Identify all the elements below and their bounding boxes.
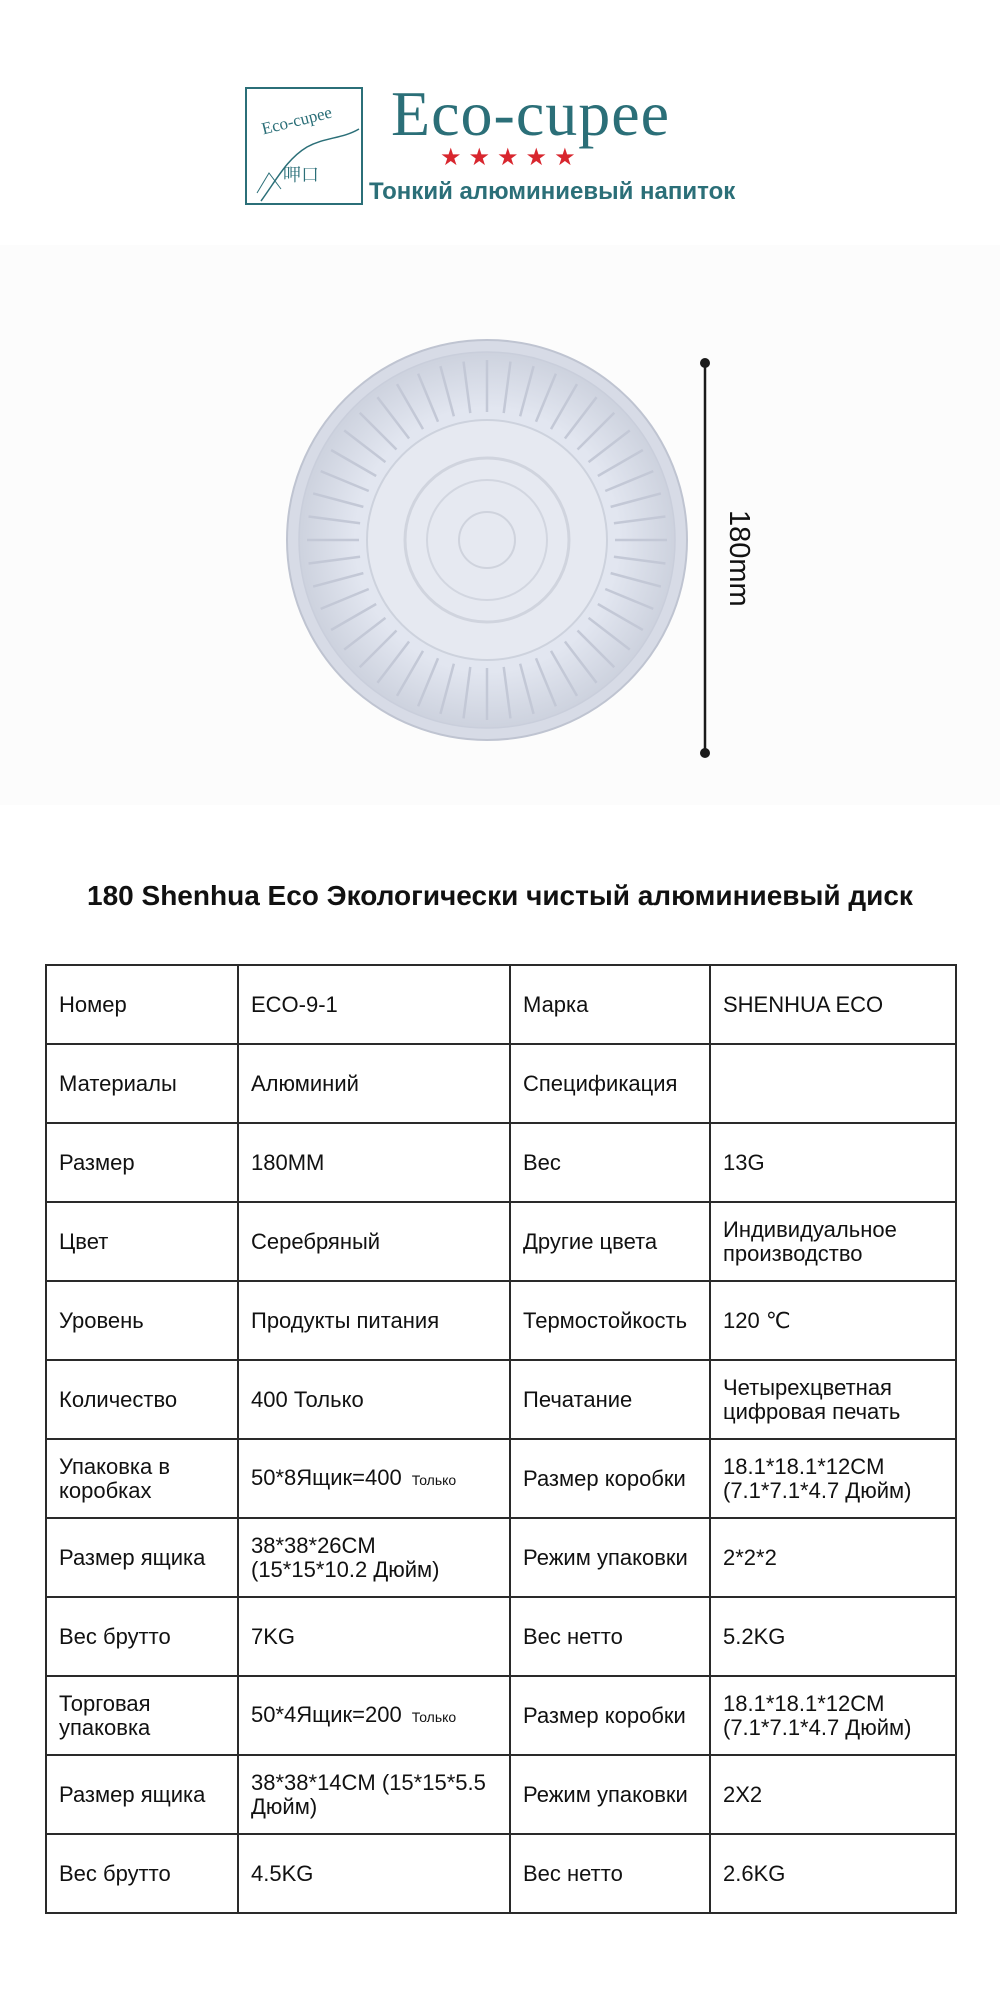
spec-label-text: Термостойкость <box>523 1307 688 1333</box>
spec-label <box>46 1202 238 1281</box>
unit-note: Только <box>411 1708 457 1725</box>
spec-label <box>46 1676 238 1755</box>
spec-value <box>710 1597 956 1676</box>
spec-label <box>510 1518 710 1597</box>
spec-table <box>45 964 957 1914</box>
spec-label <box>510 1202 710 1281</box>
brand-name: Eco-cupee <box>391 78 671 149</box>
spec-value <box>710 1281 956 1360</box>
table-row <box>46 1360 956 1439</box>
spec-value <box>238 1518 510 1597</box>
spec-value <box>710 1518 956 1597</box>
spec-value-text: Четырехцветная цифровая печать <box>723 1374 901 1424</box>
logo-emblem <box>245 87 363 205</box>
spec-value <box>238 1676 510 1755</box>
spec-label <box>46 1360 238 1439</box>
spec-value-text: ECO-9-1 <box>251 991 338 1017</box>
table-row <box>46 1439 956 1518</box>
spec-label <box>510 965 710 1044</box>
spec-label-text: Размер коробки <box>523 1702 686 1728</box>
spec-value <box>710 1123 956 1202</box>
spec-value-text: SHENHUA ECO <box>723 991 884 1017</box>
spec-value-text: 50*4Ящик=200 <box>251 1701 402 1727</box>
spec-value-text: 5.2KG <box>723 1623 786 1649</box>
spec-value <box>710 1834 956 1913</box>
table-row <box>46 1281 956 1360</box>
spec-label <box>510 1597 710 1676</box>
table-row <box>46 1676 956 1755</box>
diameter-label: 180mm <box>723 510 755 607</box>
spec-value <box>238 1360 510 1439</box>
spec-label-text: Другие цвета <box>523 1228 658 1254</box>
spec-label-text: Режим упаковки <box>523 1544 688 1570</box>
spec-value <box>710 1439 956 1518</box>
spec-value <box>238 1044 510 1123</box>
spec-value <box>238 1755 510 1834</box>
spec-value-text: 38*38*14CM (15*15*5.5 Дюйм) <box>251 1769 486 1819</box>
spec-label <box>510 1676 710 1755</box>
spec-label-text: Торговая упаковка <box>59 1690 151 1740</box>
spec-label-text: Размер <box>59 1149 135 1175</box>
spec-value-text: Продукты питания <box>251 1307 440 1333</box>
spec-label-text: Количество <box>59 1386 178 1412</box>
spec-label-text: Вес брутто <box>59 1860 171 1886</box>
spec-value <box>238 965 510 1044</box>
spec-value-text: 18.1*18.1*12CM (7.1*7.1*4.7 Дюйм) <box>723 1453 912 1503</box>
spec-label-text: Спецификация <box>523 1070 678 1096</box>
spec-label-text: Вес брутто <box>59 1623 171 1649</box>
spec-label-text: Вес <box>523 1149 561 1175</box>
spec-label <box>46 1518 238 1597</box>
brand-tagline: Тонкий алюминиевый напиток <box>369 178 736 205</box>
spec-value-text: 400 Только <box>251 1386 364 1412</box>
spec-value <box>238 1202 510 1281</box>
spec-label <box>46 965 238 1044</box>
spec-value-text: 2X2 <box>723 1781 763 1807</box>
spec-value-text: 2.6KG <box>723 1860 786 1886</box>
unit-note: Только <box>411 1471 457 1488</box>
table-row <box>46 1202 956 1281</box>
table-row <box>46 1755 956 1834</box>
table-row <box>46 1044 956 1123</box>
spec-value-text: 120 ℃ <box>723 1307 791 1333</box>
spec-label-text: Вес нетто <box>523 1860 623 1886</box>
spec-value <box>710 1755 956 1834</box>
spec-value <box>238 1597 510 1676</box>
logo-box-chinese-text: 呷口 <box>283 165 319 186</box>
spec-label <box>510 1439 710 1518</box>
spec-label <box>46 1834 238 1913</box>
spec-value <box>710 965 956 1044</box>
table-row <box>46 1518 956 1597</box>
spec-value <box>710 1044 956 1123</box>
aluminium-plate-image <box>0 245 1000 805</box>
table-row <box>46 1834 956 1913</box>
spec-value-text: 180MM <box>251 1149 325 1175</box>
spec-value <box>710 1676 956 1755</box>
spec-label <box>510 1834 710 1913</box>
spec-label-text: Печатание <box>523 1386 633 1412</box>
rating-stars: ★★★★★ <box>440 144 583 171</box>
spec-label-text: Материалы <box>59 1070 177 1096</box>
spec-label <box>510 1755 710 1834</box>
spec-label-text: Вес нетто <box>523 1623 623 1649</box>
spec-value-text: 38*38*26CM (15*15*10.2 Дюйм) <box>251 1532 440 1582</box>
spec-value <box>238 1123 510 1202</box>
spec-value-text: 2*2*2 <box>723 1544 777 1570</box>
table-row <box>46 1597 956 1676</box>
spec-value <box>238 1439 510 1518</box>
spec-value-text: Алюминий <box>251 1070 359 1096</box>
spec-label <box>46 1123 238 1202</box>
logo-box-text: Eco-cupee <box>259 102 334 139</box>
spec-label <box>46 1439 238 1518</box>
spec-value <box>710 1202 956 1281</box>
spec-value-text: 18.1*18.1*12CM (7.1*7.1*4.7 Дюйм) <box>723 1690 912 1740</box>
spec-label-text: Марка <box>523 991 589 1017</box>
spec-label <box>510 1044 710 1123</box>
product-title: 180 Shenhua Eco Экологически чистый алюминиевый диск <box>87 880 913 911</box>
spec-label <box>46 1755 238 1834</box>
spec-value <box>710 1360 956 1439</box>
spec-value-text: Серебряный <box>251 1228 381 1254</box>
spec-value-text: 7KG <box>251 1623 296 1649</box>
spec-label-text: Размер ящика <box>59 1544 206 1570</box>
spec-label <box>46 1281 238 1360</box>
spec-label-text: Размер ящика <box>59 1781 206 1807</box>
spec-value-text: 50*8Ящик=400 <box>251 1464 402 1490</box>
spec-label <box>510 1281 710 1360</box>
spec-label <box>510 1360 710 1439</box>
table-row <box>46 965 956 1044</box>
spec-value-text: 4.5KG <box>251 1860 314 1886</box>
spec-value <box>238 1281 510 1360</box>
spec-value-text: Индивидуальное производство <box>723 1216 897 1266</box>
spec-value <box>238 1834 510 1913</box>
spec-label-text: Режим упаковки <box>523 1781 688 1807</box>
spec-label-text: Размер коробки <box>523 1465 686 1491</box>
brand-logo <box>245 78 765 215</box>
table-row <box>46 1123 956 1202</box>
spec-label <box>510 1123 710 1202</box>
product-photo <box>0 245 1000 805</box>
spec-label <box>46 1597 238 1676</box>
spec-value-text: 13G <box>723 1149 765 1175</box>
spec-label <box>46 1044 238 1123</box>
spec-label-text: Номер <box>59 991 127 1017</box>
spec-label-text: Цвет <box>59 1228 109 1254</box>
spec-label-text: Уровень <box>59 1307 144 1333</box>
spec-label-text: Упаковка в коробках <box>59 1453 171 1503</box>
